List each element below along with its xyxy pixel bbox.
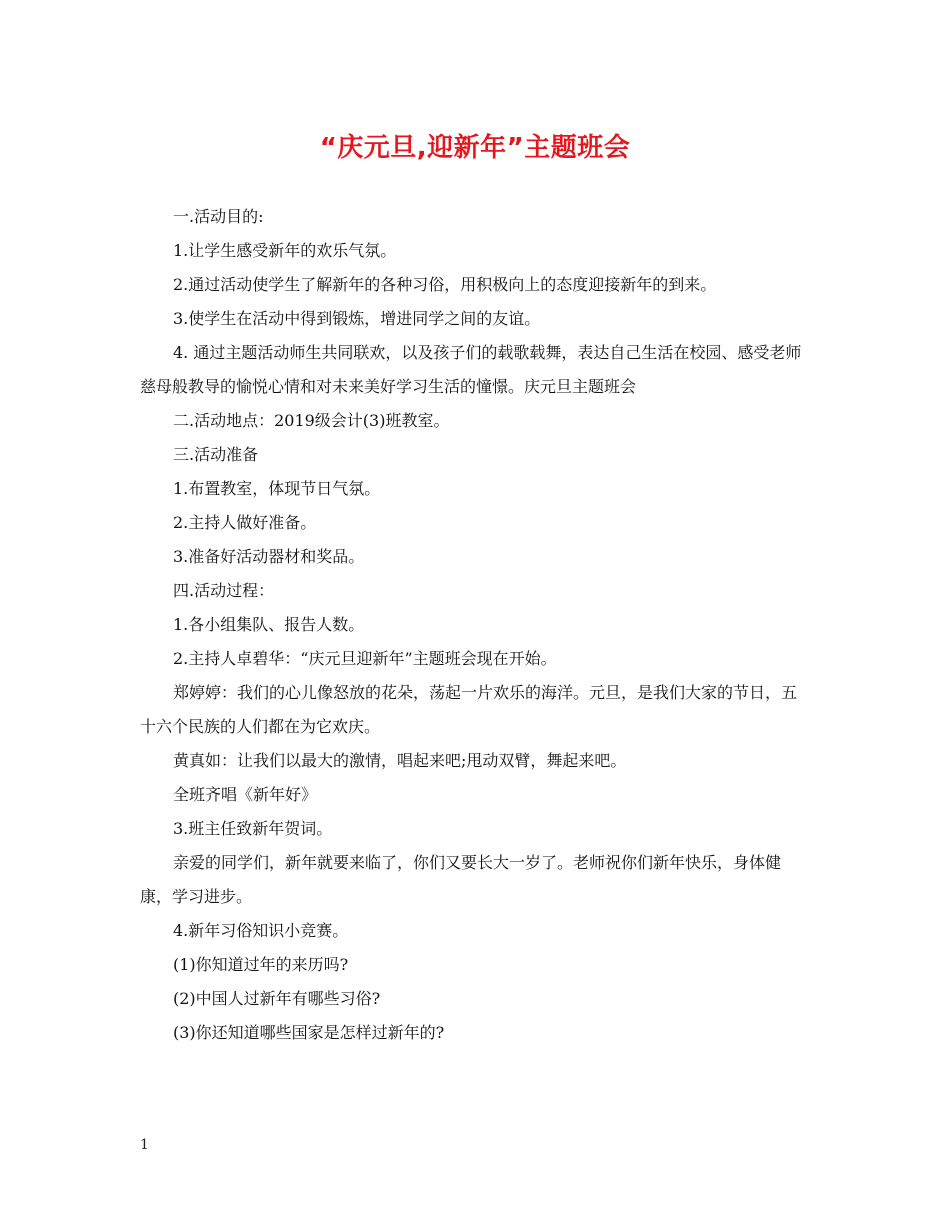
paragraph-prep-3: 3.准备好活动器材和奖品。	[173, 547, 365, 566]
paragraph-goal-4: 4. 通过主题活动师生共同联欢，以及孩子们的载歌载舞，表达自己生活在校园、感受老师慈母般教导的愉悦心情和对未来美好学习生活的憧憬。庆元旦主题班会	[140, 343, 802, 396]
paragraph-process-4: 4.新年习俗知识小竞赛。	[173, 921, 349, 940]
paragraph-prep-1: 1.布置教室，体现节日气氛。	[173, 479, 381, 498]
paragraph-prep-2: 2.主持人做好准备。	[173, 513, 317, 532]
paragraph-goal-2: 2.通过活动使学生了解新年的各种习俗，用积极向上的态度迎接新年的到来。	[173, 275, 717, 294]
paragraph-section-2-location: 二.活动地点：2019级会计(3)班教室。	[173, 411, 450, 430]
paragraph-goal-1: 1.让学生感受新年的欢乐气氛。	[173, 241, 397, 260]
paragraph-section-1-heading: 一.活动目的:	[173, 207, 264, 226]
paragraph-process-2: 2.主持人卓碧华：“庆元旦迎新年”主题班会现在开始。	[173, 649, 557, 668]
page-number: 1	[140, 1137, 149, 1153]
paragraph-teacher-greeting: 亲爱的同学们，新年就要来临了，你们又要长大一岁了。老师祝你们新年快乐，身体健康，学习进步。	[140, 853, 782, 906]
paragraph-process-3: 3.班主任致新年贺词。	[173, 819, 333, 838]
document-body	[140, 200, 812, 1050]
paragraph-question-1: (1)你知道过年的来历吗?	[173, 955, 349, 974]
paragraph-process-1: 1.各小组集队、报告人数。	[173, 615, 365, 634]
paragraph-goal-3: 3.使学生在活动中得到锻炼，增进同学之间的友谊。	[173, 309, 541, 328]
paragraph-question-3: (3)你还知道哪些国家是怎样过新年的?	[173, 1023, 445, 1042]
paragraph-section-4-heading: 四.活动过程：	[173, 581, 275, 600]
paragraph-speech-huang: 黄真如：让我们以最大的激情，唱起来吧;甩动双臂，舞起来吧。	[173, 751, 627, 770]
paragraph-speech-zheng: 郑婷婷：我们的心儿像怒放的花朵，荡起一片欢乐的海洋。元旦，是我们大家的节日，五十六个民族的人们都在为它欢庆。	[140, 683, 798, 736]
paragraph-section-3-heading: 三.活动准备	[173, 445, 259, 464]
paragraph-question-2: (2)中国人过新年有哪些习俗?	[173, 989, 381, 1008]
paragraph-song: 全班齐唱《新年好》	[173, 785, 318, 804]
document-title: “庆元旦,迎新年”主题班会	[319, 133, 631, 163]
